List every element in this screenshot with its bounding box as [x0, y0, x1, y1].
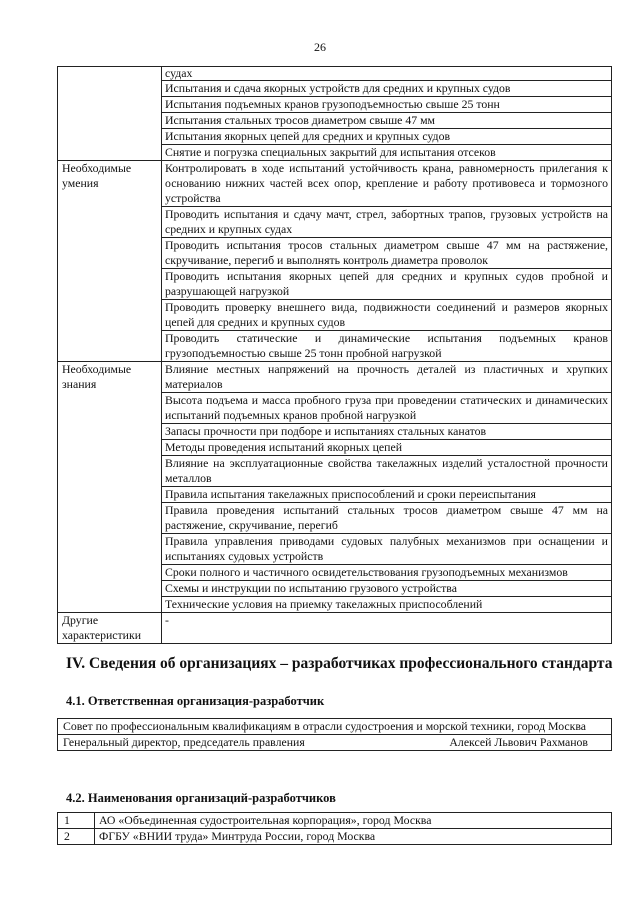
requirement-item: Испытания якорных цепей для средних и крупных судов: [162, 129, 612, 145]
requirement-item: Снятие и погрузка специальных закрытий для испытания отсеков: [162, 145, 612, 161]
requirement-item: Правила испытания такелажных приспособлений и сроки переиспытания: [162, 487, 612, 503]
responsible-org-table: [57, 718, 612, 751]
developer-row: [58, 829, 612, 845]
group-label: [58, 67, 162, 161]
requirement-item: Испытания подъемных кранов грузоподъемностью свыше 25 тонн: [162, 97, 612, 113]
requirement-item: Проводить статические и динамические испытания подъемных кранов грузоподъемностью свыше 25 тонн пробной нагрузкой: [162, 331, 612, 362]
developer-orgs-heading: 4.2. Наименования организаций-разработчиков: [66, 791, 336, 805]
requirement-item: Проводить испытания тросов стальных диаметром свыше 47 мм на растяжение, скручивание, перегиб и выполнять контроль диаметра проволок: [162, 238, 612, 269]
requirement-item: Технические условия на приемку такелажных приспособлений: [162, 597, 612, 613]
requirements-table: [57, 66, 612, 644]
table-row: [58, 362, 612, 393]
requirement-item: Влияние на эксплуатационные свойства такелажных изделий усталостной прочности металлов: [162, 456, 612, 487]
page-number: 26: [314, 40, 326, 54]
developer-orgs-table: [57, 812, 612, 845]
requirement-item: Проводить испытания и сдачу мачт, стрел, забортных трапов, грузовых устройств на средних и крупных судах: [162, 207, 612, 238]
table-row: [58, 161, 612, 207]
table-row: [58, 613, 612, 644]
requirement-item: Схемы и инструкции по испытанию грузового устройства: [162, 581, 612, 597]
developer-name: АО «Объединенная судостроительная корпорация», город Москва: [95, 813, 612, 829]
requirement-item: судах: [162, 67, 612, 81]
signatory-name: Алексей Львович Рахманов: [449, 735, 588, 749]
responsible-org-name: Совет по профессиональным квалификациям в отрасли судостроения и морской техники, город Москва: [58, 719, 612, 735]
section-title: IV. Сведения об организациях – разработчиках профессионального стандарта: [66, 655, 613, 672]
responsible-org-heading: 4.1. Ответственная организация-разработчик: [66, 694, 325, 708]
requirement-item: -: [162, 613, 612, 644]
requirement-item: Контролировать в ходе испытаний устойчивость крана, равномерность прилегания к основанию нижних частей всех опор, крепление и работу противовеса и тормозного устройства: [162, 161, 612, 207]
group-label: Необходимые знания: [58, 362, 162, 613]
requirement-item: Сроки полного и частичного освидетельствования грузоподъемных механизмов: [162, 565, 612, 581]
requirement-item: Правила проведения испытаний стальных тросов диаметром свыше 47 мм на растяжение, скручивание, перегиб: [162, 503, 612, 534]
requirement-item: Влияние местных напряжений на прочность деталей из пластичных и хрупких материалов: [162, 362, 612, 393]
requirement-item: Проводить проверку внешнего вида, подвижности соединений и размеров якорных цепей для средних и крупных судов: [162, 300, 612, 331]
requirement-item: Испытания и сдача якорных устройств для средних и крупных судов: [162, 81, 612, 97]
requirement-item: Проводить испытания якорных цепей для средних и крупных судов пробной и разрушающей нагрузкой: [162, 269, 612, 300]
group-label: Другие характеристики: [58, 613, 162, 644]
developer-name: ФГБУ «ВНИИ труда» Минтруда России, город Москва: [95, 829, 612, 845]
table-row: [58, 67, 612, 81]
requirement-item: Запасы прочности при подборе и испытаниях стальных канатов: [162, 424, 612, 440]
requirement-item: Правила управления приводами судовых палубных механизмов при оснащении и испытаниях судовых устройств: [162, 534, 612, 565]
responsible-signatory-cell: [58, 735, 612, 751]
requirement-item: Методы проведения испытаний якорных цепей: [162, 440, 612, 456]
developer-row: [58, 813, 612, 829]
developer-number: 2: [58, 829, 95, 845]
requirement-item: Высота подъема и масса пробного груза при проведении статических и динамических испытаний подъемных кранов пробной нагрузкой: [162, 393, 612, 424]
developer-number: 1: [58, 813, 95, 829]
group-label: Необходимые умения: [58, 161, 162, 362]
requirement-item: Испытания стальных тросов диаметром свыше 47 мм: [162, 113, 612, 129]
signatory-position: Генеральный директор, председатель правления: [63, 735, 305, 749]
